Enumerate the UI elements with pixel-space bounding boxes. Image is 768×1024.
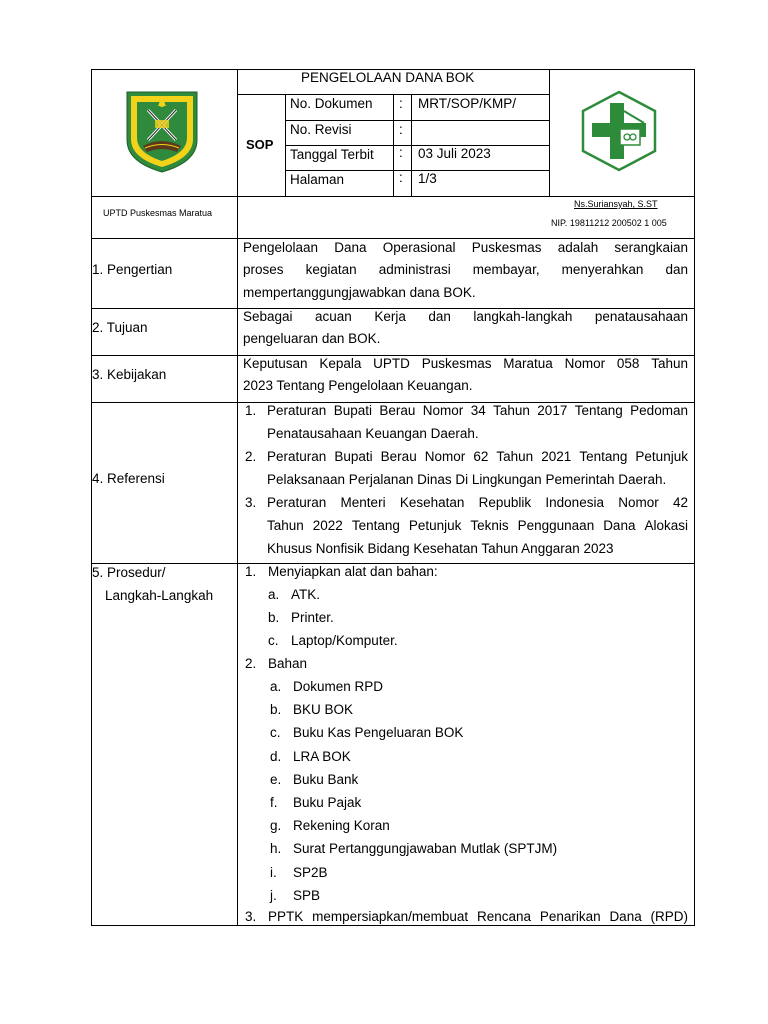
list-item: Dokumen RPD [293, 679, 384, 694]
row-divider [91, 238, 695, 239]
pengertian-line: mempertanggungjawabkan dana BOK. [243, 285, 476, 300]
label-column-divider [237, 69, 238, 926]
step-number: 2. [245, 656, 257, 671]
section-label-pengertian: 1. Pengertian [92, 262, 173, 277]
field-label-tanggal-terbit: Tanggal Terbit [290, 147, 374, 162]
list-item: Rekening Koran [293, 818, 390, 834]
field-sep: : [399, 170, 403, 185]
referensi-line: Peraturan Menteri Kesehatan Republik Indonesia Nomor 42 [267, 495, 689, 510]
border-right [694, 69, 695, 926]
list-item: Laptop/Komputer. [291, 633, 398, 648]
list-item-letter: j. [270, 887, 277, 903]
list-item-letter: i. [270, 864, 277, 880]
tujuan-line: pengeluaran dan BOK. [243, 331, 381, 346]
referensi-line: Khusus Nonfisik Bidang Kesehatan Tahun Anggaran 2023 [267, 541, 614, 556]
field-value-no-dokumen: MRT/SOP/KMP/ [418, 96, 517, 111]
list-item: Printer. [291, 610, 334, 625]
referensi-line: Peraturan Bupati Berau Nomor 62 Tahun 2021 Tentang Petunjuk [267, 449, 688, 464]
colon-field-divider [411, 94, 412, 197]
list-item-letter: c. [270, 725, 281, 741]
field-label-no-dokumen: No. Dokumen [290, 96, 373, 111]
list-item: LRA BOK [293, 748, 351, 764]
signatory-nip: NIP. 19811212 200502 1 005 [551, 218, 667, 228]
list-item-letter: f. [270, 795, 278, 810]
step-text: PPTK mempersiapkan/membuat Rencana Penarikan Dana (RPD) [268, 909, 689, 924]
field-label-no-revisi: No. Revisi [290, 122, 352, 137]
pengertian-line: proses kegiatan administrasi membayar, menyerahkan dan [243, 262, 689, 277]
step-text: Bahan [268, 656, 308, 671]
sop-label: SOP [246, 137, 274, 152]
list-item: BKU BOK [293, 702, 354, 718]
field-label-halaman: Halaman [290, 172, 345, 187]
referensi-line: Pelaksanaan Perjalanan Dinas Di Lingkungan Pemerintah Daerah. [267, 472, 667, 487]
section-label-kebijakan: 3. Kebijakan [92, 367, 167, 382]
list-item-letter: b. [270, 702, 282, 718]
step-number: 1. [245, 564, 257, 579]
referensi-line: Penatausahaan Keuangan Daerah. [267, 426, 479, 441]
field-sep: : [399, 145, 403, 160]
list-item: ATK. [291, 587, 321, 602]
list-item-letter: a. [270, 679, 282, 694]
step-number: 3. [245, 909, 257, 924]
signatory-name: Ns.Suriansyah, S.ST [574, 199, 658, 209]
regency-crest-logo [125, 90, 199, 174]
field-divider [285, 170, 549, 171]
list-item-letter: h. [270, 841, 282, 857]
list-item: Buku Pajak [293, 795, 362, 810]
referensi-number: 3. [245, 495, 257, 510]
list-item: Buku Bank [293, 771, 359, 787]
section-label-prosedur: 5. Prosedur/ [92, 565, 166, 580]
referensi-number: 1. [245, 403, 257, 418]
list-item-letter: a. [268, 587, 280, 602]
tujuan-line: Sebagai acuan Kerja dan langkah-langkah penatausahaan [243, 309, 688, 324]
label-field-divider [393, 94, 394, 197]
section-label-langkah: Langkah-Langkah [105, 588, 214, 603]
field-value-tanggal-terbit: 03 Juli 2023 [418, 146, 491, 161]
section-label-tujuan: 2. Tujuan [92, 320, 148, 335]
document-title: PENGELOLAAN DANA BOK [301, 70, 475, 85]
list-item-letter: e. [270, 771, 282, 787]
list-item: Buku Kas Pengeluaran BOK [293, 725, 464, 741]
logo-column-divider [549, 69, 550, 197]
referensi-number: 2. [245, 449, 257, 464]
field-divider [285, 120, 549, 121]
field-sep: : [399, 122, 403, 137]
kebijakan-line: 2023 Tentang Pengelolaan Keuangan. [243, 378, 473, 393]
sop-column-divider [285, 94, 286, 197]
step-text: Menyiapkan alat dan bahan: [268, 564, 438, 579]
list-item-letter: c. [268, 633, 279, 648]
puskesmas-logo [580, 89, 658, 173]
list-item-letter: d. [270, 748, 282, 764]
pengertian-line: Pengelolaan Dana Operasional Puskesmas adalah serangkaian [243, 240, 688, 255]
border-bottom [91, 925, 695, 926]
field-sep: : [399, 96, 403, 111]
border-left [91, 69, 92, 926]
list-item: SP2B [293, 864, 328, 880]
referensi-line: Tahun 2022 Tentang Petunjuk Teknis Penggunaan Dana Alokasi [267, 518, 688, 533]
list-item-letter: g. [270, 818, 282, 834]
kebijakan-line: Keputusan Kepala UPTD Puskesmas Maratua Nomor 058 Tahun [243, 356, 688, 371]
field-divider [285, 145, 549, 146]
referensi-line: Peraturan Bupati Berau Nomor 34 Tahun 2017 Tentang Pedoman [267, 403, 688, 418]
unit-name: UPTD Puskesmas Maratua [103, 208, 213, 218]
list-item: SPB [293, 887, 321, 903]
field-value-halaman: 1/3 [418, 171, 437, 186]
list-item-letter: b. [268, 610, 280, 625]
section-label-referensi: 4. Referensi [92, 471, 165, 486]
list-item: Surat Pertanggungjawaban Mutlak (SPTJM) [293, 841, 558, 857]
